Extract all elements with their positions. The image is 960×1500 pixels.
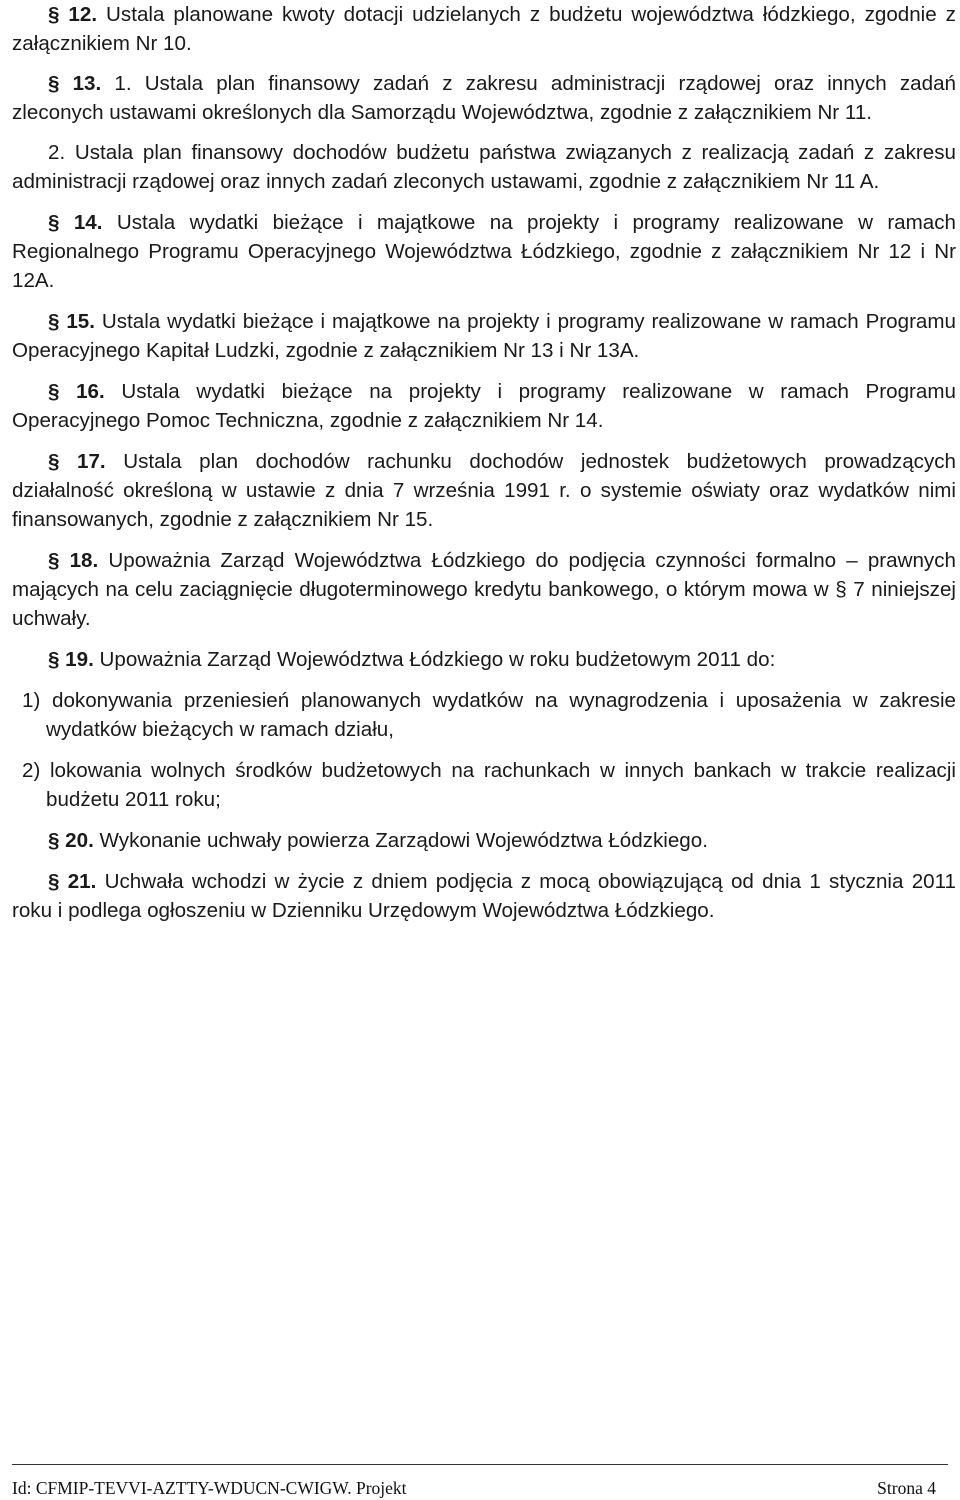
section-number: § 21. [48, 870, 97, 893]
paragraph-14 [12, 208, 956, 295]
list-item-text: lokowania wolnych środków budżetowych na rachunkach w innych bankach w trakcie realizacji budżetu 2011 roku; [46, 759, 956, 811]
section-number: § 12. [48, 3, 98, 26]
paragraph-15 [12, 307, 956, 365]
paragraph-20 [12, 826, 956, 855]
section-number: § 16. [48, 380, 105, 403]
paragraph-text: Upoważnia Zarząd Województwa Łódzkiego do podjęcia czynności formalno – prawnych mających na celu zaciągnięcie długoterminowego kredytu bankowego, o którym mowa w § 7 niniejszej uchwały. [12, 549, 956, 630]
paragraph-text: Ustala plan dochodów rachunku dochodów jednostek budżetowych prowadzących działalność określoną w ustawie z dnia 7 września 1991 r. o systemie oświaty oraz wydatków nimi finansowanych, zgodnie z załącznikiem Nr 15. [12, 450, 956, 531]
paragraph-13-item-1 [12, 69, 956, 127]
paragraph-text: Ustala plan finansowy zadań z zakresu administracji rządowej oraz innych zadań zleconych ustawami określonych dla Samorządu Województwa, zgodnie z załącznikiem Nr 11. [12, 72, 956, 124]
paragraph-text: Ustala plan finansowy dochodów budżetu państwa związanych z realizacją zadań z zakresu administracji rządowej oraz innych zadań zleconych ustawami, zgodnie z załącznikiem Nr 11 A. [12, 141, 956, 193]
paragraph-19-item-2 [12, 756, 956, 814]
document-id: Id: CFMIP-TEVVI-AZTTY-WDUCN-CWIGW. Projekt [12, 1478, 407, 1498]
paragraph-text: Ustala wydatki bieżące i majątkowe na projekty i programy realizowane w ramach Programu Operacyjnego Kapitał Ludzki, zgodnie z załącznikiem Nr 13 i Nr 13A. [12, 310, 956, 362]
paragraph-21 [12, 867, 956, 925]
section-number: § 19. [48, 648, 94, 671]
paragraph-17 [12, 447, 956, 534]
paragraph-text: Upoważnia Zarząd Województwa Łódzkiego w roku budżetowym 2011 do: [99, 648, 776, 671]
section-number: § 13. [48, 72, 102, 95]
paragraph-text: Ustala planowane kwoty dotacji udzielanych z budżetu województwa łódzkiego, zgodnie z załącznikiem Nr 10. [12, 3, 956, 55]
paragraph-12 [12, 0, 956, 58]
paragraph-19-item-1 [12, 686, 956, 744]
paragraph-13-item-2 [12, 138, 956, 196]
list-item-number: 2) [22, 759, 41, 782]
paragraph-text: Ustala wydatki bieżące i majątkowe na projekty i programy realizowane w ramach Regionalnego Programu Operacyjnego Województwa Łódzkiego, zgodnie z załącznikiem Nr 12 i Nr 12A. [12, 211, 956, 292]
section-number: § 20. [48, 829, 94, 852]
section-number: § 15. [48, 310, 95, 333]
section-number: § 14. [48, 211, 103, 234]
page-number: Strona 4 [877, 1478, 936, 1498]
paragraph-text: Wykonanie uchwały powierza Zarządowi Województwa Łódzkiego. [99, 829, 708, 852]
document-page [12, 0, 956, 925]
section-number: § 18. [48, 549, 99, 572]
paragraph-text: Ustala wydatki bieżące na projekty i programy realizowane w ramach Programu Operacyjnego Pomoc Techniczna, zgodnie z załącznikiem Nr 14. [12, 380, 956, 432]
item-number: 2. [48, 141, 66, 164]
paragraph-text: Uchwała wchodzi w życie z dniem podjęcia z mocą obowiązującą od dnia 1 stycznia 2011 roku i podlega ogłoszeniu w Dzienniku Urzędowym Województwa Łódzkiego. [12, 870, 956, 922]
item-number: 1. [114, 72, 132, 95]
list-item-text: dokonywania przeniesień planowanych wydatków na wynagrodzenia i uposażenia w zakresie wydatków bieżących w ramach działu, [46, 689, 956, 741]
paragraph-18 [12, 546, 956, 633]
section-number: § 17. [48, 450, 106, 473]
list-item-number: 1) [22, 689, 41, 712]
footer-divider [12, 1464, 948, 1465]
paragraph-16 [12, 377, 956, 435]
paragraph-19 [12, 645, 956, 674]
